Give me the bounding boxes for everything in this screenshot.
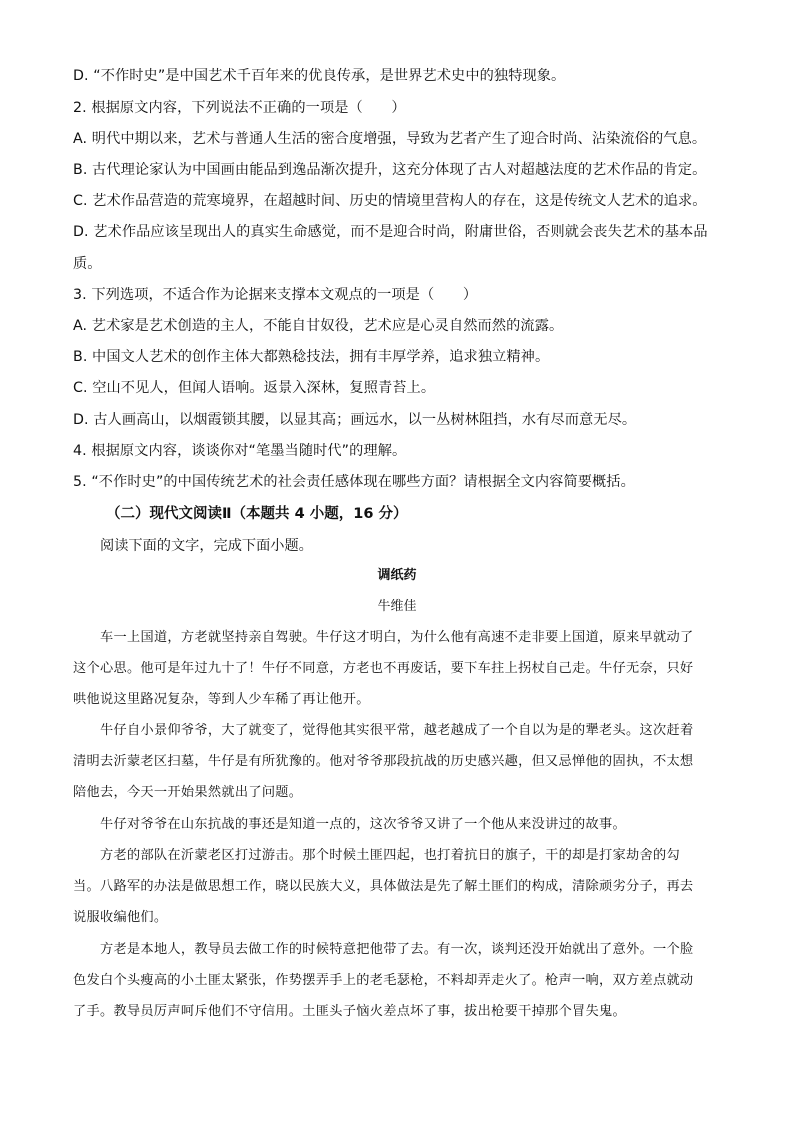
story-line: 陪他去，今天一开始果然就出了问题。 [73, 785, 303, 800]
story-line: 说服收编他们。 [73, 910, 168, 925]
q2-option-a: A. 明代中期以来，艺术与普通人生活的密合度增强，导致为艺者产生了迎合时尚、沾染流俗的气息。 [73, 131, 707, 147]
story-line: 牛仔自小景仰爷爷，大了就变了，觉得他其实很平常，越老越成了一个自以为是的犟老头。这次赶着 [100, 723, 694, 738]
q2-option-c: C. 艺术作品营造的荒寒境界，在超越时间、历史的情境里营构人的存在，这是传统文人艺术的追求。 [73, 193, 707, 209]
story-line: 哄他说这里路况复杂，等到人少车稀了再让他开。 [73, 692, 370, 707]
story-line: 方老是本地人，教导员去做工作的时候特意把他带了去。有一次，谈判还没开始就出了意外。一个脸 [100, 942, 694, 957]
story-line: 清明去沂蒙老区扫墓，牛仔是有所犹豫的。他对爷爷那段抗战的历史感兴趣，但又忌惮他的固执，不太想 [73, 754, 694, 769]
story-title: 调纸药 [377, 568, 417, 583]
q2-option-d-line1: D. 艺术作品应该呈现出人的真实生命感觉，而不是迎合时尚，附庸世俗，否则就会丧失艺术的基本品 [73, 224, 708, 240]
story-author: 牛维佳 [377, 599, 417, 614]
q2-option-d-line2: 质。 [73, 256, 102, 272]
q4-stem: 4. 根据原文内容，谈谈你对“笔墨当随时代”的理解。 [73, 443, 407, 459]
q3-option-a: A. 艺术家是艺术创造的主人，不能自甘奴役，艺术应是心灵自然而然的流露。 [73, 318, 564, 334]
story-line: 了手。教导员厉声呵斥他们不守信用。土匪头子恼火差点坏了事，拔出枪要干掉那个冒失鬼。 [73, 1004, 626, 1019]
story-line: 车一上国道，方老就坚持亲自驾驶。牛仔这才明白，为什么他有高速不走非要上国道，原来早就动了 [100, 630, 694, 645]
q1-option-d: D. “不作时史”是中国艺术千百年来的优良传承，是世界艺术史中的独特现象。 [73, 68, 566, 84]
story-line: 色发白个头瘦高的小土匪太紧张，作势摆弄手上的老毛瑟枪，不料却弄走火了。枪声一响，双方差点就动 [73, 973, 694, 988]
story-line: 当。八路军的办法是做思想工作，晓以民族大义，具体做法是先了解土匪们的构成，清除顽劣分子，再去 [73, 879, 694, 894]
q2-stem: 2. 根据原文内容，下列说法不正确的一项是（ ） [73, 100, 406, 116]
q3-option-c: C. 空山不见人，但闻人语响。返景入深林，复照青苔上。 [73, 380, 436, 396]
q5-stem: 5. “不作时史”的中国传统艺术的社会责任感体现在哪些方面？请根据全文内容简要概括。 [73, 474, 635, 490]
reading-instruction: 阅读下面的文字，完成下面小题。 [100, 538, 313, 554]
q3-stem: 3. 下列选项，不适合作为论据来支撑本文观点的一项是（ ） [73, 287, 478, 303]
story-line: 这个心思。他可是年过九十了！牛仔不同意，方老也不再废话，要下车拄上拐杖自己走。牛仔无奈，只好 [73, 661, 694, 676]
story-line: 牛仔对爷爷在山东抗战的事还是知道一点的，这次爷爷又讲了一个他从来没讲过的故事。 [100, 817, 627, 832]
section-heading: （二）现代文阅读Ⅱ（本题共 4 小题，16 分） [106, 506, 408, 522]
q2-option-b: B. 古代理论家认为中国画由能品到逸品渐次提升，这充分体现了古人对超越法度的艺术作品的肯定。 [73, 162, 707, 178]
q3-option-b: B. 中国文人艺术的创作主体大都熟稔技法，拥有丰厚学养，追求独立精神。 [73, 349, 550, 365]
q3-option-d: D. 古人画高山，以烟霞锁其腰，以显其高；画远水，以一丛树林阻挡，水有尽而意无尽。 [73, 412, 637, 428]
story-line: 方老的部队在沂蒙老区打过游击。那个时候土匪四起，也打着抗日的旗子，干的却是打家劫舍的勾 [100, 848, 680, 863]
